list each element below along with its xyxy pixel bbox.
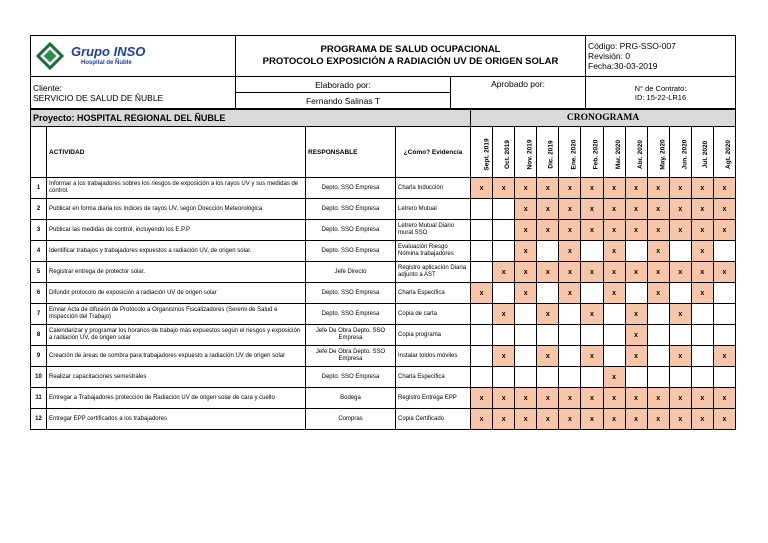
schedule-empty bbox=[691, 325, 713, 346]
schedule-empty bbox=[713, 367, 735, 388]
schedule-mark: x bbox=[581, 178, 603, 199]
schedule-mark: x bbox=[581, 304, 603, 325]
schedule-mark: x bbox=[493, 346, 515, 367]
num-header bbox=[31, 127, 47, 178]
schedule-mark: x bbox=[581, 409, 603, 430]
schedule-mark: x bbox=[669, 304, 691, 325]
schedule-empty bbox=[493, 325, 515, 346]
contract-cell bbox=[586, 77, 736, 109]
schedule-mark: x bbox=[559, 199, 581, 220]
schedule-empty bbox=[647, 346, 669, 367]
responsible-cell: Depto. SSO Empresa bbox=[306, 367, 396, 388]
schedule-mark: x bbox=[471, 283, 493, 304]
evidence-cell: Copia Certificado bbox=[396, 409, 471, 430]
schedule-mark: x bbox=[493, 409, 515, 430]
schedule-empty bbox=[647, 325, 669, 346]
schedule-mark: x bbox=[493, 262, 515, 283]
schedule-empty bbox=[559, 325, 581, 346]
schedule-mark: x bbox=[515, 283, 537, 304]
schedule-mark: x bbox=[559, 178, 581, 199]
table-row bbox=[31, 220, 736, 241]
schedule-mark: x bbox=[691, 199, 713, 220]
schedule-empty bbox=[669, 241, 691, 262]
schedule-empty bbox=[471, 325, 493, 346]
schedule-mark: x bbox=[647, 199, 669, 220]
month-label: Oct. 2019 bbox=[504, 140, 512, 169]
row-number: 12 bbox=[31, 409, 47, 430]
schedule-mark: x bbox=[603, 199, 625, 220]
schedule-mark: x bbox=[647, 220, 669, 241]
elaborado-label: Elaborado por: bbox=[236, 77, 451, 93]
schedule-mark: x bbox=[603, 409, 625, 430]
schedule-mark: x bbox=[603, 241, 625, 262]
schedule-mark: x bbox=[713, 409, 735, 430]
schedule-empty bbox=[581, 367, 603, 388]
month-label: Agt. 2020 bbox=[724, 140, 732, 169]
responsible-cell: Jefe De Obra Depto. SSO Empresa bbox=[306, 325, 396, 346]
table-row bbox=[31, 241, 736, 262]
responsible-cell: Depto. SSO Empresa bbox=[306, 283, 396, 304]
schedule-empty bbox=[581, 325, 603, 346]
schedule-empty bbox=[691, 367, 713, 388]
schedule-empty bbox=[581, 283, 603, 304]
schedule-empty bbox=[559, 367, 581, 388]
schedule-empty bbox=[471, 262, 493, 283]
logo-cell bbox=[31, 36, 236, 77]
month-header bbox=[537, 127, 559, 178]
schedule-mark: x bbox=[625, 409, 647, 430]
schedule-mark: x bbox=[581, 199, 603, 220]
schedule-mark: x bbox=[625, 388, 647, 409]
row-number: 7 bbox=[31, 304, 47, 325]
schedule-mark: x bbox=[515, 178, 537, 199]
responsible-cell: Depto. SSO Empresa bbox=[306, 304, 396, 325]
schedule-empty bbox=[713, 325, 735, 346]
evidence-cell: Registro Entrega EPP bbox=[396, 388, 471, 409]
schedule-mark: x bbox=[713, 220, 735, 241]
schedule-empty bbox=[493, 220, 515, 241]
activity-cell: Creación de áreas de sombra para trabajadores expuesto a radiación UV de origen solar bbox=[47, 346, 306, 367]
activity-cell: Publicar en forma diaria los índices de rayos UV, según Dirección Meteorológica bbox=[47, 199, 306, 220]
month-header bbox=[713, 127, 735, 178]
activity-cell: Calendarizar y programar los horarios de trabajo más expuestos según el riesgos y exposición a radiación UV, de origen solar bbox=[47, 325, 306, 346]
schedule-mark: x bbox=[471, 178, 493, 199]
schedule-mark: x bbox=[691, 178, 713, 199]
schedule-mark: x bbox=[537, 262, 559, 283]
schedule-empty bbox=[647, 304, 669, 325]
schedule-mark: x bbox=[537, 220, 559, 241]
responsible-cell: Bodega bbox=[306, 388, 396, 409]
schedule-mark: x bbox=[515, 199, 537, 220]
table-row bbox=[31, 325, 736, 346]
schedule-mark: x bbox=[647, 283, 669, 304]
schedule-mark: x bbox=[493, 178, 515, 199]
month-label: Sept. 2019 bbox=[483, 138, 491, 171]
elaborado-name: Fernando Salinas T bbox=[236, 93, 451, 109]
schedule-mark: x bbox=[713, 199, 735, 220]
month-header bbox=[493, 127, 515, 178]
evidence-cell: Letrero Mutual bbox=[396, 199, 471, 220]
schedule-empty bbox=[625, 283, 647, 304]
evidence-cell: Copia de carta bbox=[396, 304, 471, 325]
schedule-mark: x bbox=[625, 325, 647, 346]
schedule-mark: x bbox=[515, 241, 537, 262]
contract-id: ID: 15-22-LR16 bbox=[634, 92, 687, 102]
schedule-mark: x bbox=[669, 199, 691, 220]
client-cell bbox=[31, 77, 236, 109]
schedule-mark: x bbox=[691, 409, 713, 430]
schedule-mark: x bbox=[537, 346, 559, 367]
evidence-cell: Charla Especifica bbox=[396, 283, 471, 304]
aprobado-label: Aprobado por: bbox=[451, 77, 586, 109]
schedule-mark: x bbox=[603, 283, 625, 304]
schedule-empty bbox=[537, 367, 559, 388]
month-header bbox=[471, 127, 493, 178]
schedule-mark: x bbox=[625, 346, 647, 367]
protocol-sheet bbox=[30, 35, 735, 430]
schedule-empty bbox=[537, 325, 559, 346]
schedule-mark: x bbox=[713, 388, 735, 409]
table-row bbox=[31, 409, 736, 430]
row-number: 11 bbox=[31, 388, 47, 409]
project-title: Proyecto: HOSPITAL REGIONAL DEL ÑUBLE bbox=[31, 110, 471, 127]
schedule-empty bbox=[713, 304, 735, 325]
schedule-empty bbox=[471, 241, 493, 262]
table-row bbox=[31, 367, 736, 388]
company-sub: Hospital de Ñuble bbox=[81, 60, 132, 66]
activity-cell: Enviar Acta de difusión de Protocolo a Organismos Fiscalizadores (Seremi de Salud e Inspección del Trabajo) bbox=[47, 304, 306, 325]
responsible-cell: Depto. SSO Empresa bbox=[306, 220, 396, 241]
activity-cell: Difundir protocolo de exposición a radiación UV de origen solar bbox=[47, 283, 306, 304]
month-header bbox=[603, 127, 625, 178]
title-line-1: PROGRAMA DE SALUD OCUPACIONAL bbox=[320, 44, 501, 55]
date-line: Fecha:30-03-2019 bbox=[588, 61, 658, 71]
schedule-mark: x bbox=[625, 178, 647, 199]
schedule-empty bbox=[493, 241, 515, 262]
schedule-mark: x bbox=[691, 388, 713, 409]
schedule-empty bbox=[713, 241, 735, 262]
schedule-mark: x bbox=[669, 346, 691, 367]
month-label: Jun. 2020 bbox=[681, 139, 689, 170]
month-label: Dic. 2019 bbox=[547, 140, 555, 169]
schedule-mark: x bbox=[691, 241, 713, 262]
activity-cell: Identificar trabajos y trabajadores expuestos a radiación UV, de origen solar. bbox=[47, 241, 306, 262]
company-name: Grupo INSO bbox=[71, 44, 146, 59]
responsible-cell: Depto. SSO Empresa bbox=[306, 241, 396, 262]
schedule-empty bbox=[669, 367, 691, 388]
schedule-empty bbox=[691, 346, 713, 367]
schedule-mark: x bbox=[691, 262, 713, 283]
month-header bbox=[581, 127, 603, 178]
row-number: 8 bbox=[31, 325, 47, 346]
schedule-mark: x bbox=[515, 220, 537, 241]
schedule-mark: x bbox=[581, 346, 603, 367]
row-number: 3 bbox=[31, 220, 47, 241]
schedule-empty bbox=[515, 304, 537, 325]
table-row bbox=[31, 262, 736, 283]
schedule-empty bbox=[559, 304, 581, 325]
schedule-mark: x bbox=[603, 178, 625, 199]
activity-cell: Informar a los trabajadores sobres los riesgos de exposición a los rayos UV y sus medidas de control. bbox=[47, 178, 306, 199]
row-number: 4 bbox=[31, 241, 47, 262]
schedule-empty bbox=[625, 241, 647, 262]
document-code bbox=[586, 36, 736, 77]
schedule-mark: x bbox=[537, 409, 559, 430]
schedule-empty bbox=[471, 220, 493, 241]
schedule-mark: x bbox=[537, 388, 559, 409]
schedule-mark: x bbox=[713, 178, 735, 199]
schedule-mark: x bbox=[471, 409, 493, 430]
evidence-cell: Registro aplicación Diaria adjunto a AST bbox=[396, 262, 471, 283]
row-number: 6 bbox=[31, 283, 47, 304]
schedule-empty bbox=[471, 367, 493, 388]
client-label: Cliente: bbox=[33, 82, 62, 93]
table-row bbox=[31, 178, 736, 199]
responsible-cell: Depto. SSO Empresa bbox=[306, 178, 396, 199]
evidence-cell: Evaluación Riesgo Nómina trabajadores bbox=[396, 241, 471, 262]
schedule-empty bbox=[603, 346, 625, 367]
schedule-mark: x bbox=[647, 241, 669, 262]
schedule-empty bbox=[471, 346, 493, 367]
schedule-mark: x bbox=[559, 283, 581, 304]
client-name: SERVICIO DE SALUD DE ÑUBLE bbox=[33, 92, 164, 103]
schedule-mark: x bbox=[559, 409, 581, 430]
schedule-mark: x bbox=[669, 409, 691, 430]
activity-cell: Registrar entrega de protector solar. bbox=[47, 262, 306, 283]
month-label: Mar. 2020 bbox=[614, 139, 622, 170]
month-label: Feb. 2020 bbox=[592, 139, 600, 170]
table-row bbox=[31, 388, 736, 409]
month-label: Nov. 2019 bbox=[526, 139, 534, 170]
schedule-mark: x bbox=[581, 388, 603, 409]
table-row bbox=[31, 346, 736, 367]
schedule-mark: x bbox=[691, 283, 713, 304]
evidencia-header: ¿Cómo? Evidencia bbox=[396, 127, 471, 178]
schedule-mark: x bbox=[559, 262, 581, 283]
schedule-mark: x bbox=[493, 388, 515, 409]
schedule-empty bbox=[559, 346, 581, 367]
month-header bbox=[669, 127, 691, 178]
month-label: Jul. 2020 bbox=[702, 140, 710, 169]
schedule-empty bbox=[493, 283, 515, 304]
schedule-mark: x bbox=[581, 262, 603, 283]
schedule-mark: x bbox=[647, 262, 669, 283]
schedule-empty bbox=[493, 199, 515, 220]
schedule-empty bbox=[537, 241, 559, 262]
evidence-cell: Letrero Mutual Diario mural SSO bbox=[396, 220, 471, 241]
schedule-empty bbox=[647, 367, 669, 388]
cronograma-title: CRONOGRAMA bbox=[471, 110, 736, 127]
month-header bbox=[691, 127, 713, 178]
schedule-empty bbox=[669, 283, 691, 304]
month-label: Ene. 2020 bbox=[570, 139, 578, 170]
schedule-mark: x bbox=[625, 262, 647, 283]
schedule-mark: x bbox=[647, 178, 669, 199]
table-row bbox=[31, 199, 736, 220]
schedule-mark: x bbox=[625, 199, 647, 220]
grupo-inso-logo-icon bbox=[35, 41, 65, 71]
schedule-mark: x bbox=[537, 178, 559, 199]
row-number: 9 bbox=[31, 346, 47, 367]
evidence-cell: Instalar toldos móviles bbox=[396, 346, 471, 367]
responsable-header: RESPONSABLE bbox=[306, 127, 396, 178]
month-header bbox=[515, 127, 537, 178]
month-label: Abr. 2020 bbox=[636, 140, 644, 169]
schedule-empty bbox=[493, 367, 515, 388]
title-line-2: PROTOCOLO EXPOSICIÓN A RADIACIÓN UV DE ORIGEN SOLAR bbox=[262, 56, 559, 67]
schedule-mark: x bbox=[713, 262, 735, 283]
schedule-table bbox=[30, 109, 736, 430]
evidence-cell: Charla Especifica bbox=[396, 367, 471, 388]
activity-cell: Publicar las medidas de control, incluyendo los E.P.P bbox=[47, 220, 306, 241]
row-number: 10 bbox=[31, 367, 47, 388]
schedule-mark: x bbox=[537, 199, 559, 220]
table-row bbox=[31, 283, 736, 304]
activity-cell: Entregar a Trabajadores protección de Radiación UV de origen solar de cara y cuello bbox=[47, 388, 306, 409]
schedule-empty bbox=[625, 367, 647, 388]
schedule-mark: x bbox=[625, 304, 647, 325]
schedule-mark: x bbox=[515, 262, 537, 283]
evidence-cell: Copia programa bbox=[396, 325, 471, 346]
schedule-empty bbox=[581, 241, 603, 262]
row-number: 1 bbox=[31, 178, 47, 199]
schedule-empty bbox=[515, 367, 537, 388]
schedule-empty bbox=[515, 325, 537, 346]
revision-line: Revisión: 0 bbox=[588, 51, 631, 61]
evidence-cell: Charla Inducción bbox=[396, 178, 471, 199]
schedule-empty bbox=[603, 325, 625, 346]
schedule-mark: x bbox=[471, 388, 493, 409]
schedule-mark: x bbox=[603, 367, 625, 388]
month-header bbox=[647, 127, 669, 178]
responsible-cell: Jefe De Obra Depto. SSO Empresa bbox=[306, 346, 396, 367]
schedule-empty bbox=[515, 346, 537, 367]
month-header bbox=[559, 127, 581, 178]
schedule-mark: x bbox=[515, 409, 537, 430]
schedule-mark: x bbox=[669, 220, 691, 241]
schedule-mark: x bbox=[669, 388, 691, 409]
schedule-empty bbox=[691, 304, 713, 325]
schedule-empty bbox=[713, 283, 735, 304]
month-label: May. 2020 bbox=[659, 139, 667, 170]
table-row bbox=[31, 304, 736, 325]
schedule-mark: x bbox=[603, 388, 625, 409]
actividad-header: ACTIVIDAD bbox=[47, 127, 306, 178]
schedule-mark: x bbox=[559, 241, 581, 262]
schedule-empty bbox=[471, 199, 493, 220]
schedule-empty bbox=[471, 304, 493, 325]
responsible-cell: Jefe Directo bbox=[306, 262, 396, 283]
schedule-mark: x bbox=[493, 304, 515, 325]
contract-label: N° de Contrato: bbox=[634, 83, 687, 93]
code-line: Código: PRG-SSO-007 bbox=[588, 41, 676, 51]
responsible-cell: Compras bbox=[306, 409, 396, 430]
schedule-mark: x bbox=[603, 220, 625, 241]
row-number: 2 bbox=[31, 199, 47, 220]
activity-cell: Entregar EPP certificados a los trabajadores bbox=[47, 409, 306, 430]
schedule-mark: x bbox=[537, 304, 559, 325]
schedule-mark: x bbox=[713, 346, 735, 367]
schedule-mark: x bbox=[515, 388, 537, 409]
schedule-mark: x bbox=[647, 409, 669, 430]
schedule-mark: x bbox=[559, 220, 581, 241]
schedule-mark: x bbox=[647, 388, 669, 409]
schedule-empty bbox=[603, 304, 625, 325]
schedule-empty bbox=[537, 283, 559, 304]
responsible-cell: Depto. SSO Empresa bbox=[306, 199, 396, 220]
schedule-mark: x bbox=[669, 178, 691, 199]
schedule-mark: x bbox=[691, 220, 713, 241]
schedule-empty bbox=[669, 325, 691, 346]
header-table bbox=[30, 35, 736, 109]
document-title bbox=[236, 36, 586, 77]
schedule-mark: x bbox=[669, 262, 691, 283]
month-header bbox=[625, 127, 647, 178]
schedule-mark: x bbox=[603, 262, 625, 283]
schedule-mark: x bbox=[559, 388, 581, 409]
activity-cell: Realizar capacitaciones semestrales bbox=[47, 367, 306, 388]
row-number: 5 bbox=[31, 262, 47, 283]
schedule-mark: x bbox=[625, 220, 647, 241]
schedule-mark: x bbox=[581, 220, 603, 241]
